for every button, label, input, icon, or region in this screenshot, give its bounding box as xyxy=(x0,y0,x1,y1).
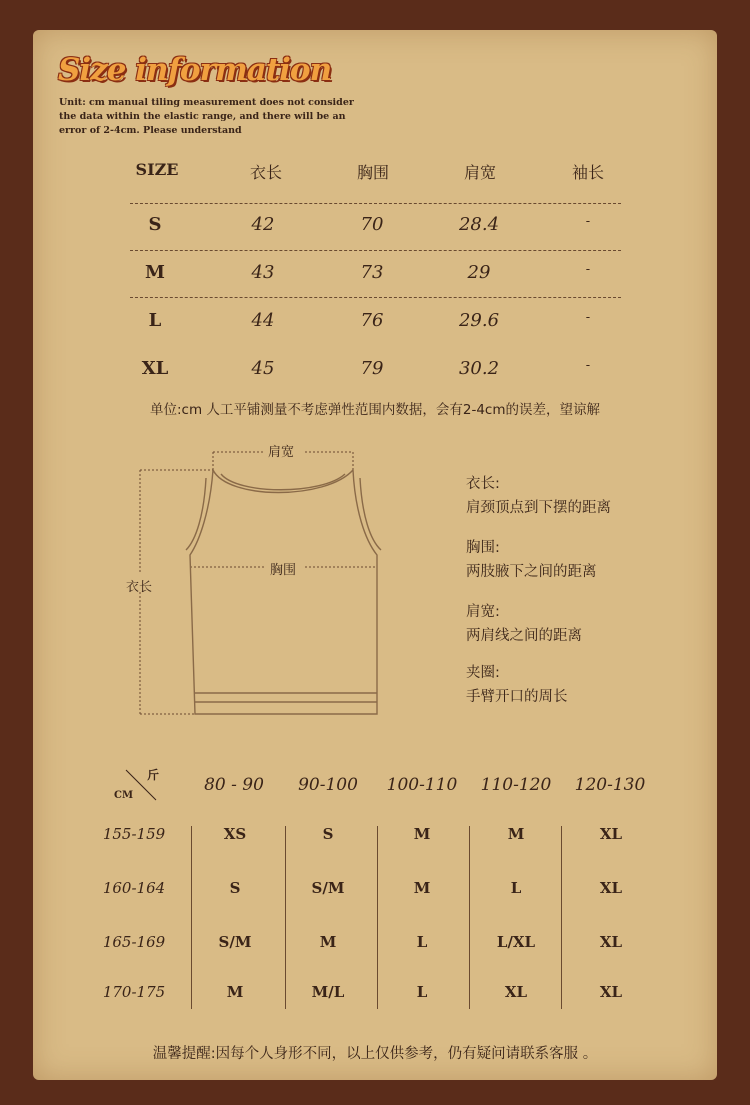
column-divider xyxy=(191,826,192,1009)
cell-size: L xyxy=(148,310,162,331)
size-row xyxy=(0,214,750,238)
header-shoulder: 肩宽 xyxy=(463,163,496,182)
cell-sleeve: - xyxy=(585,310,591,325)
height-range: 160-164 xyxy=(102,879,166,897)
height-range: 170-175 xyxy=(102,983,166,1001)
cell-size: S xyxy=(148,214,162,235)
tank-top-diagram xyxy=(130,440,400,730)
definition-text: 肩颈顶点到下摆的距离 xyxy=(466,500,611,516)
size-cell: XL xyxy=(599,879,623,897)
cell-length: 44 xyxy=(251,310,275,331)
cell-sleeve: - xyxy=(585,262,591,277)
cell-length: 45 xyxy=(251,358,275,379)
size-row xyxy=(0,358,750,382)
height-range: 165-169 xyxy=(102,933,166,951)
cell-length: 42 xyxy=(251,214,275,235)
corner-weight-unit: 斤 xyxy=(147,768,160,782)
definition-armhole xyxy=(466,661,568,709)
size-row xyxy=(0,310,750,334)
recommend-row xyxy=(0,933,750,955)
size-cell: M xyxy=(413,825,431,843)
definition-term: 肩宽: xyxy=(466,604,500,620)
corner-height-unit: CM xyxy=(114,790,134,801)
definition-term: 胸围: xyxy=(466,540,500,556)
definition-text: 两肩线之间的距离 xyxy=(466,628,582,644)
weight-col: 80 - 90 xyxy=(204,775,264,795)
size-cell: L xyxy=(510,879,522,897)
header-size: SIZE xyxy=(135,160,179,179)
size-cell: XL xyxy=(599,825,623,843)
recommend-row xyxy=(0,983,750,1005)
cell-length: 43 xyxy=(251,262,275,283)
cell-sleeve: - xyxy=(585,358,591,373)
size-cell: M/L xyxy=(311,983,345,1001)
size-cell: L xyxy=(416,933,428,951)
size-cell: M xyxy=(413,879,431,897)
row-divider xyxy=(130,203,621,204)
size-table-header xyxy=(0,160,750,184)
weight-col: 90-100 xyxy=(298,775,358,795)
header-sleeve: 袖长 xyxy=(571,163,604,182)
chest-label: 胸围 xyxy=(270,563,297,578)
size-cell: M xyxy=(507,825,525,843)
column-divider xyxy=(561,826,562,1009)
cell-sleeve: - xyxy=(585,214,591,229)
cell-shoulder: 30.2 xyxy=(458,358,500,379)
recommend-row xyxy=(0,879,750,901)
cell-chest: 79 xyxy=(360,358,384,379)
size-cell: S/M xyxy=(218,933,252,951)
shoulder-width-label: 肩宽 xyxy=(268,445,295,460)
column-divider xyxy=(285,826,286,1009)
definition-chest xyxy=(466,536,597,584)
definition-shoulder xyxy=(466,600,582,648)
cell-chest: 76 xyxy=(360,310,384,331)
unit-note-en: Unit: cm manual tiling measurement does not consider the data within the elastic range, and there will be an error of 2-4cm. Please understand xyxy=(59,97,354,136)
size-cell: XL xyxy=(599,983,623,1001)
size-cell: XL xyxy=(599,933,623,951)
weight-col: 110-120 xyxy=(480,775,552,795)
cell-shoulder: 29.6 xyxy=(458,310,500,331)
column-divider xyxy=(469,826,470,1009)
size-row xyxy=(0,262,750,286)
definition-term: 衣长: xyxy=(466,476,500,492)
length-label: 衣长 xyxy=(126,580,153,595)
page-title: Size information xyxy=(58,52,332,88)
size-cell: S/M xyxy=(311,879,345,897)
weight-header-row xyxy=(0,775,750,799)
header-chest: 胸围 xyxy=(356,163,389,182)
row-divider xyxy=(130,297,621,298)
definition-text: 两肢腋下之间的距离 xyxy=(466,564,597,580)
cell-chest: 70 xyxy=(360,214,384,235)
size-cell: S xyxy=(229,879,241,897)
column-divider xyxy=(377,826,378,1009)
size-cell: M xyxy=(319,933,337,951)
size-cell: S xyxy=(322,825,334,843)
definition-length xyxy=(466,472,611,520)
size-cell: XL xyxy=(504,983,528,1001)
cell-shoulder: 28.4 xyxy=(458,214,500,235)
size-cell: L xyxy=(416,983,428,1001)
height-range: 155-159 xyxy=(102,825,166,843)
cell-size: M xyxy=(145,262,165,283)
definition-term: 夹圈: xyxy=(466,665,500,681)
weight-col: 100-110 xyxy=(386,775,458,795)
unit-note-cn: 单位:cm 人工平铺测量不考虑弹性范围内数据，会有2-4cm的误差，望谅解 xyxy=(149,402,601,418)
header-length: 衣长 xyxy=(249,163,282,182)
cell-chest: 73 xyxy=(360,262,384,283)
size-cell: M xyxy=(226,983,244,1001)
row-divider xyxy=(130,250,621,251)
footer-note: 温馨提醒:因每个人身形不同，以上仅供参考，仍有疑问请联系客服 。 xyxy=(152,1046,598,1062)
weight-col: 120-130 xyxy=(574,775,646,795)
cell-shoulder: 29 xyxy=(467,262,491,283)
recommend-row xyxy=(0,825,750,847)
definition-text: 手臂开口的周长 xyxy=(466,689,568,705)
size-cell: L/XL xyxy=(496,933,536,951)
size-cell: XS xyxy=(223,825,247,843)
cell-size: XL xyxy=(141,358,169,379)
